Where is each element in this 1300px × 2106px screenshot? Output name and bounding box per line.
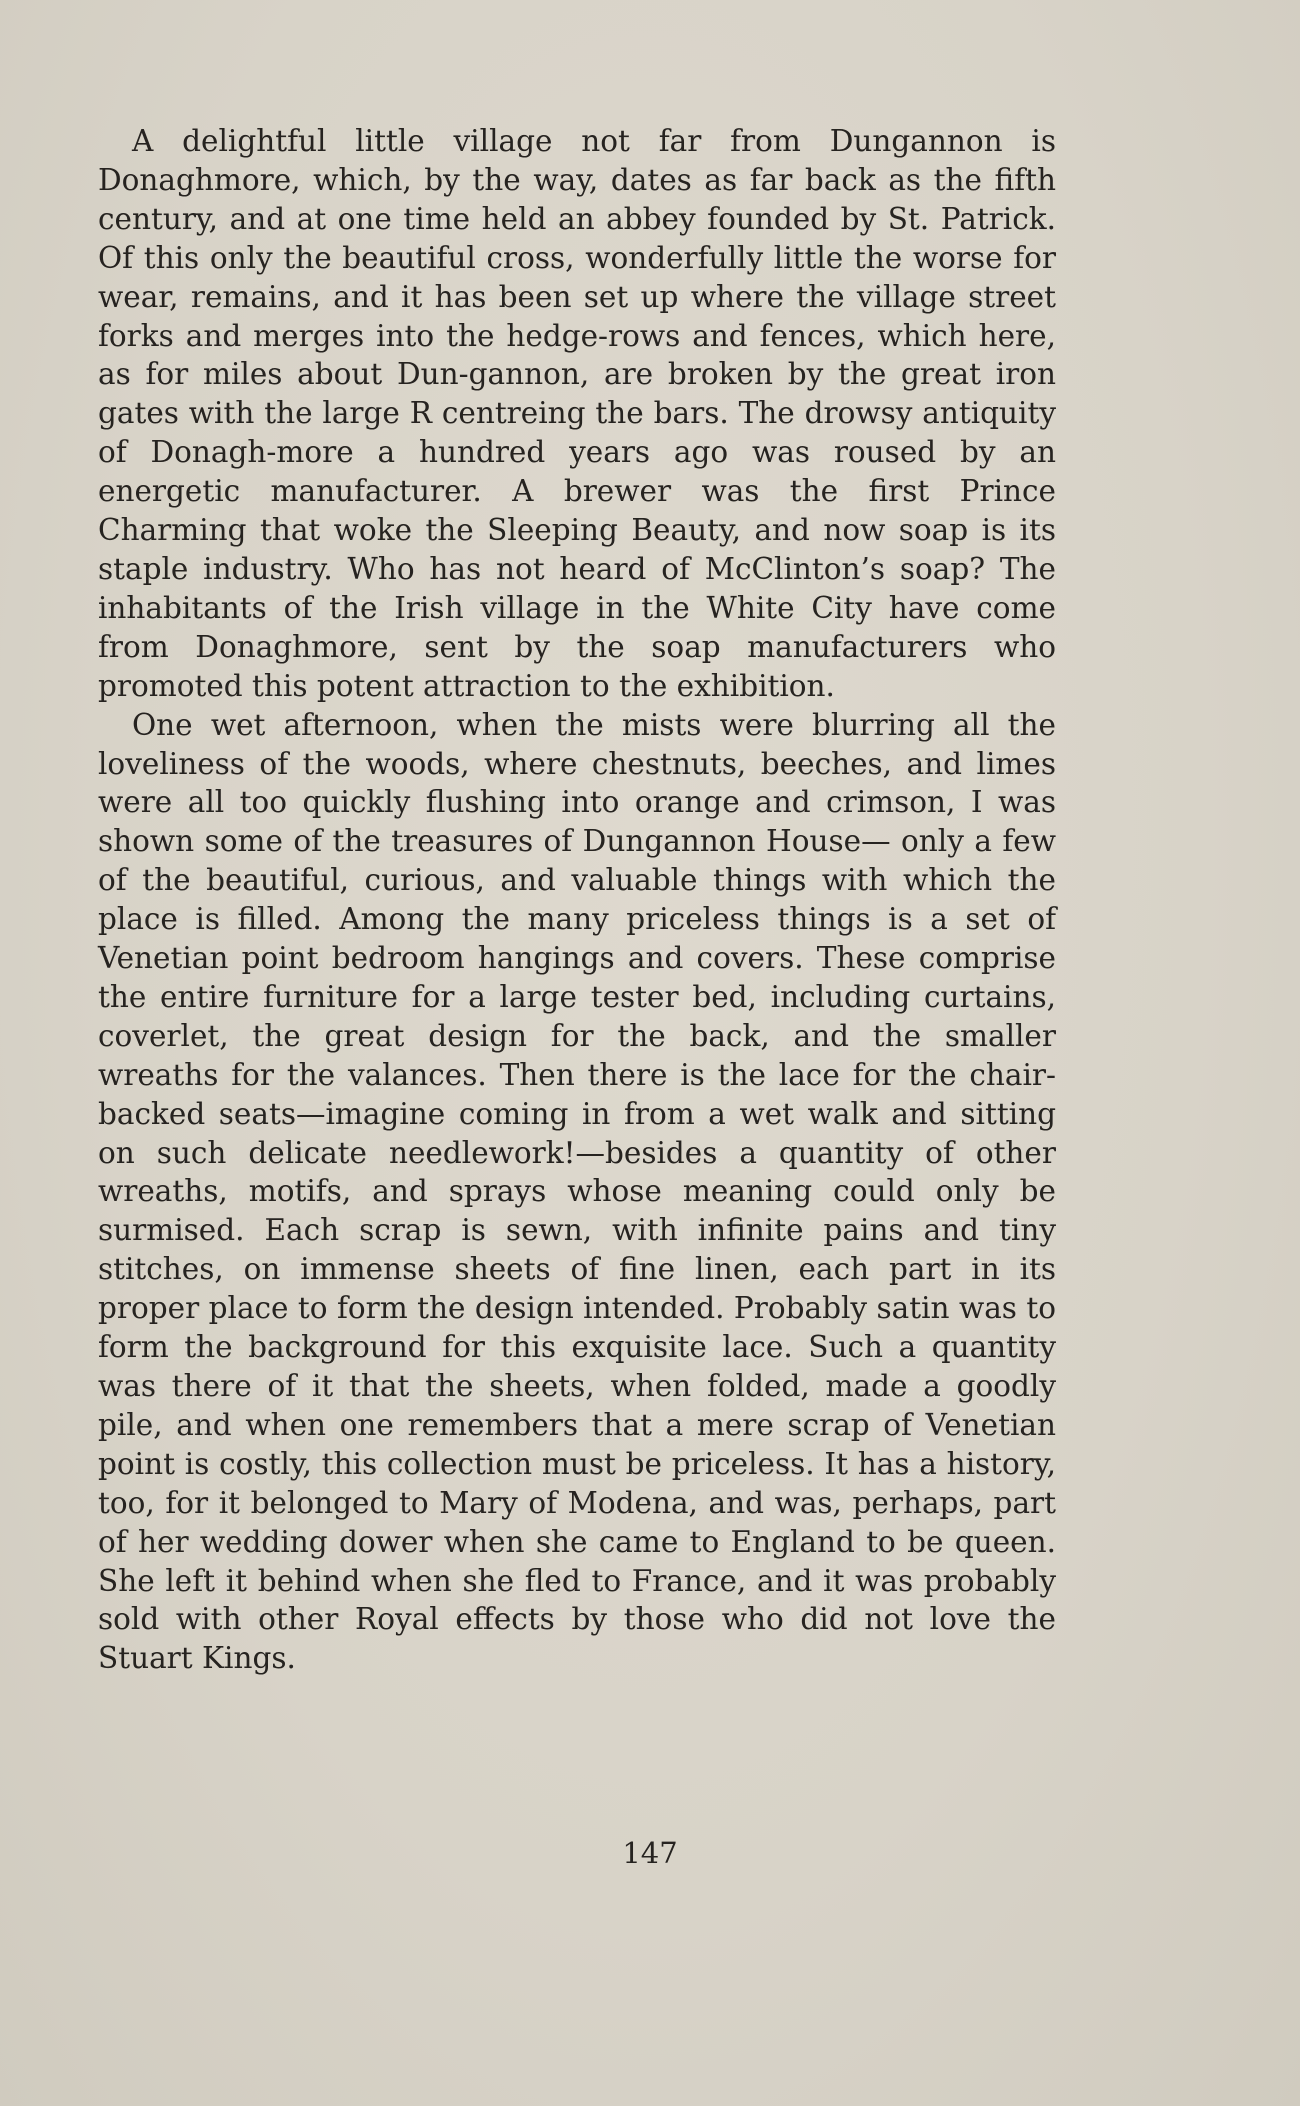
- body-text: [98, 122, 1056, 1678]
- page-number: 147: [622, 1836, 678, 1870]
- paragraph-1: A delightful little village not far from Dungannon is Donaghmore, which, by the way, dates as far back as the fifth century, and at one time held an abbey founded by St. Patrick. Of this only the beautiful cross, wonderfully little the worse for wear, remains, and it has been set up where the village street forks and merges into the hedge-rows and fences, which here, as for miles about Dun-gannon, are broken by the great iron gates with the large R centreing the bars. The drowsy antiquity of Donagh-more a hundred years ago was roused by an energetic manufacturer. A brewer was the first Prince Charming that woke the Sleeping Beauty, and now soap is its staple industry. Who has not heard of McClinton’s soap? The inhabitants of the Irish village in the White City have come from Donaghmore, sent by the soap manufacturers who promoted this potent attraction to the exhibition.: [98, 124, 1056, 703]
- paragraph-2: One wet afternoon, when the mists were blurring all the loveliness of the woods, where chestnuts, beeches, and limes were all too quickly flushing into orange and crimson, I was shown some of the treasures of Dungannon House— only a few of the beautiful, curious, and valuable things with which the place is filled. Among the many priceless things is a set of Venetian point bedroom hangings and covers. These comprise the entire furniture for a large tester bed, including curtains, coverlet, the great design for the back, and the smaller wreaths for the valances. Then there is the lace for the chair-backed seats—imagine coming in from a wet walk and sitting on such delicate needlework!—besides a quantity of other wreaths, motifs, and sprays whose meaning could only be surmised. Each scrap is sewn, with infinite pains and tiny stitches, on immense sheets of fine linen, each part in its proper place to form the design intended. Probably satin was to form the background for this exquisite lace. Such a quantity was there of it that the sheets, when folded, made a goodly pile, and when one remembers that a mere scrap of Venetian point is costly, this collection must be priceless. It has a history, too, for it belonged to Mary of Modena, and was, perhaps, part of her wedding dower when she came to England to be queen. She left it behind when she fled to France, and it was probably sold with other Royal effects by those who did not love the Stuart Kings.: [98, 707, 1056, 1676]
